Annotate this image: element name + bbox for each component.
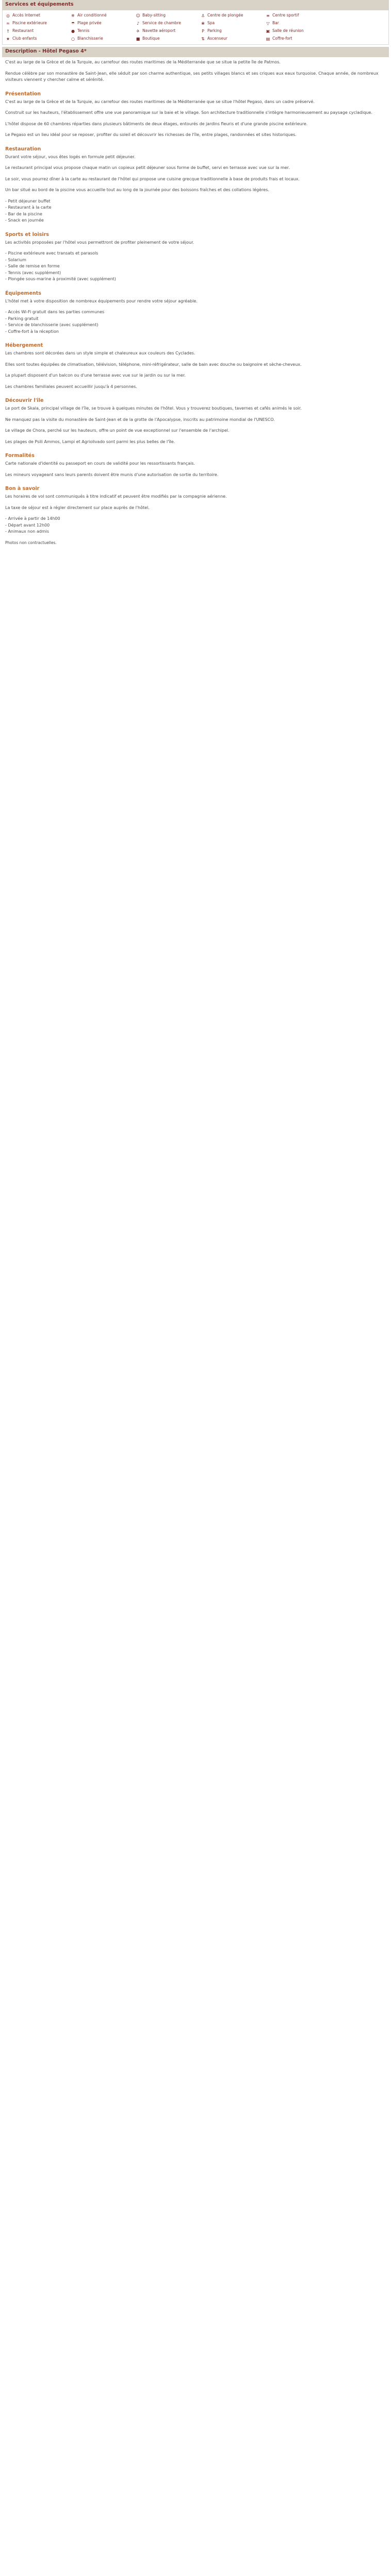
section-heading: Formalités <box>5 453 35 459</box>
list-item-text: Bar de la piscine <box>8 211 42 216</box>
service-item <box>201 36 266 42</box>
service-item <box>6 28 71 35</box>
services-row <box>6 35 385 43</box>
section-list-item <box>5 322 386 329</box>
service-label: Club enfants <box>12 36 37 41</box>
section-paragraph: Les activités proposées par l'hôtel vous permettront de profiter pleinement de votre séjour. <box>5 240 194 245</box>
service-label: Plage privée <box>77 21 102 26</box>
bullet-dash: - <box>5 522 8 528</box>
bullet-dash: - <box>5 316 8 321</box>
section-paragraph: Construit sur les hauteurs, l'établissement offre une vue panoramique sur la baie et le village. Son architecture traditionnelle s'intègre harmonieusement au paysage cycladique. <box>5 110 372 115</box>
section-paragraph: Le village de Chora, perché sur les hauteurs, offre un point de vue exceptionnel sur l'ensemble de l'archipel. <box>5 428 230 433</box>
bullet-dash: - <box>5 198 8 204</box>
section-list-item <box>5 516 386 522</box>
umbrella-icon: ☂ <box>71 21 75 26</box>
section-list-item <box>5 263 386 270</box>
bullet-dash: - <box>5 251 8 256</box>
list-item-text: Service de blanchisserie (avec supplément) <box>8 323 99 327</box>
dumbbell-icon: ≡ <box>266 13 270 18</box>
service-label: Tennis <box>77 28 90 33</box>
section-paragraph: Les horaires de vol sont communiqués à titre indicatif et peuvent être modifiés par la compagnie aérienne. <box>5 494 227 499</box>
services-row <box>6 27 385 35</box>
list-item-text: Snack en journée <box>8 218 44 223</box>
bullet-dash: - <box>5 329 8 334</box>
bullet-dash: - <box>5 205 8 210</box>
services-header <box>2 0 389 10</box>
section-list-item <box>5 270 386 277</box>
service-item <box>6 20 71 27</box>
section-paragraph: Les chambres familiales peuvent accueillir jusqu'à 4 personnes. <box>5 384 137 389</box>
section-list-item <box>5 329 386 335</box>
section-list-item <box>5 250 386 257</box>
service-label: Centre de plongée <box>207 13 243 18</box>
section-list-item <box>5 205 386 211</box>
bullet-dash: - <box>5 270 8 275</box>
section-paragraph: Carte nationale d'identité ou passeport en cours de validité pour les ressortissants français. <box>5 461 196 466</box>
bullet-dash: - <box>5 529 8 534</box>
list-item-text: Petit déjeuner buffet <box>8 198 51 204</box>
service-label: Salle de réunion <box>272 28 304 33</box>
sections <box>5 91 386 535</box>
bullet-dash: - <box>5 257 8 262</box>
service-label: Restaurant <box>12 28 34 33</box>
section-list-item <box>5 257 386 264</box>
list-item-text: Coffre-fort à la réception <box>8 329 59 334</box>
services-row <box>6 12 385 20</box>
section-list-item <box>5 211 386 218</box>
service-label: Spa <box>207 21 215 26</box>
services-title: Services et équipements <box>5 2 74 7</box>
list-item-text: Départ avant 12h00 <box>8 522 50 528</box>
list-item-text: Salle de remise en forme <box>8 264 60 268</box>
intro-paragraph: C'est au large de la Grèce et de la Turquie, au carrefour des routes maritimes de la Méditerranée que se situe la petite île de Patmos. <box>5 60 281 64</box>
service-label: Piscine extérieure <box>12 21 47 26</box>
section-heading: Équipements <box>5 290 41 296</box>
list-item-text: Plongée sous-marine à proximité (avec supplément) <box>8 277 116 281</box>
elevator-icon: ⇅ <box>201 37 205 41</box>
section-list-item <box>5 276 386 283</box>
service-label: Accès Internet <box>12 13 40 18</box>
section-list <box>5 309 386 335</box>
bullet-dash: - <box>5 211 8 216</box>
pool-icon: ≈ <box>6 21 10 26</box>
section-paragraph: Le port de Skala, principal village de l'île, se trouve à quelques minutes de l'hôtel. Vous y trouverez boutiques, tavernes et cafés animés le soir. <box>5 406 302 411</box>
section-list-item <box>5 529 386 535</box>
service-item <box>266 36 331 42</box>
service-item <box>201 28 266 35</box>
section-paragraph: Le restaurant principal vous propose chaque matin un copieux petit déjeuner sous forme de buffet, servi en terrasse avec vue sur la mer. <box>5 165 290 170</box>
list-item-text: Parking gratuit <box>8 316 39 321</box>
section-paragraph: Les mineurs voyageant sans leurs parents doivent être munis d'une autorisation de sortie du territoire. <box>5 472 219 477</box>
service-item <box>266 28 331 35</box>
intro <box>5 59 386 83</box>
list-item-text: Accès Wi-Fi gratuit dans les parties communes <box>8 310 105 314</box>
laundry-icon: ○ <box>71 37 75 41</box>
section-paragraph: Les plages de Psili Ammos, Lampi et Agriolivado sont parmi les plus belles de l'île. <box>5 439 175 444</box>
description-header <box>2 47 389 57</box>
section-paragraph: Elles sont toutes équipées de climatisation, télévision, téléphone, mini-réfrigérateur, salle de bain avec douche ou baignoire et sèche-cheveux. <box>5 362 302 367</box>
service-label: Centre sportif <box>272 13 299 18</box>
baby-icon: ☺ <box>136 13 140 18</box>
service-label: Navette aéroport <box>142 28 176 33</box>
section-paragraph: Un bar situé au bord de la piscine vous accueille tout au long de la journée pour des boissons fraîches et des collations légères. <box>5 188 269 192</box>
tennis-icon: ● <box>71 29 75 33</box>
service-label: Service de chambre <box>142 21 181 26</box>
description-content <box>2 57 389 546</box>
service-item <box>266 12 331 19</box>
service-item <box>71 36 136 42</box>
service-label: Baby-sitting <box>142 13 166 18</box>
section-heading: Découvrir l'île <box>5 398 44 403</box>
section-list-item <box>5 217 386 224</box>
service-label: Blanchisserie <box>77 36 103 41</box>
section-paragraph: L'hôtel met à votre disposition de nombreux équipements pour rendre votre séjour agréable. <box>5 298 198 303</box>
list-item-text: Restaurant à la carte <box>8 205 52 210</box>
section-heading: Sports et loisirs <box>5 231 49 238</box>
description-title: Description - Hôtel Pegaso 4* <box>5 48 87 54</box>
footer-note: Photos non contractuelles. <box>5 540 57 545</box>
list-item-text: Tennis (avec supplément) <box>8 270 61 275</box>
service-label: Coffre-fort <box>272 36 292 41</box>
service-label: Bar <box>272 21 279 26</box>
list-item-text: Animaux non admis <box>8 529 49 534</box>
cocktail-icon: ▽ <box>266 21 270 26</box>
section-list-item <box>5 198 386 205</box>
service-item <box>71 28 136 35</box>
section-paragraph: Le Pegaso est un lieu idéal pour se reposer, profiter du soleil et découvrir les richesses de l'île, entre plages, randonnées et sites historiques. <box>5 132 297 137</box>
section-paragraph: La plupart disposent d'un balcon ou d'une terrasse avec vue sur le jardin ou sur la mer. <box>5 373 186 378</box>
diver-icon: ⚓ <box>201 13 205 18</box>
parking-icon: P <box>202 29 204 33</box>
service-item <box>136 12 201 19</box>
section-list-item <box>5 522 386 529</box>
section-heading: Hébergement <box>5 343 43 348</box>
section-list <box>5 250 386 283</box>
service-item <box>71 12 136 19</box>
service-label: Parking <box>207 28 222 33</box>
service-item <box>136 36 201 42</box>
section-list-item <box>5 316 386 323</box>
service-item <box>201 12 266 19</box>
shuttle-icon: ✈ <box>136 29 140 33</box>
section-paragraph: L'hôtel dispose de 60 chambres réparties dans plusieurs bâtiments de deux étages, entourés de jardins fleuris et d'une grande piscine extérieure. <box>5 121 308 126</box>
bullet-dash: - <box>5 310 8 314</box>
service-item <box>136 28 201 35</box>
bell-icon: ♪ <box>136 21 140 26</box>
section-paragraph: Les chambres sont décorées dans un style simple et chaleureux aux couleurs des Cyclades. <box>5 351 196 355</box>
bullet-dash: - <box>5 277 8 281</box>
section-paragraph: Le soir, vous pourrez dîner à la carte au restaurant de l'hôtel qui propose une cuisine grecque traditionnelle à base de produits frais et locaux. <box>5 176 300 181</box>
list-item-text: Piscine extérieure avec transats et parasols <box>8 251 99 256</box>
section-list <box>5 516 386 535</box>
section-heading: Restauration <box>5 146 41 152</box>
section-paragraph: C'est au large de la Grèce et de la Turquie, au carrefour des routes maritimes de la Méditerranée que se situe l'hôtel Pegaso, dans un cadre préservé. <box>5 99 315 104</box>
shop-icon: ■ <box>136 37 140 41</box>
list-item-text: Solarium <box>8 257 26 262</box>
section-paragraph: La taxe de séjour est à régler directement sur place auprès de l'hôtel. <box>5 505 150 510</box>
service-item <box>71 20 136 27</box>
bullet-dash: - <box>5 323 8 327</box>
list-item-text: Arrivée à partir de 14h00 <box>8 516 60 521</box>
section-list-item <box>5 309 386 316</box>
kids-icon: ★ <box>6 37 10 41</box>
services-grid <box>2 10 389 45</box>
spa-icon: ❀ <box>201 21 205 26</box>
safe-icon: ▤ <box>266 37 270 41</box>
intro-paragraph: Rendue célèbre par son monastère de Saint-Jean, elle séduit par son charme authentique, ses petits villages blancs et ses criques aux eaux turquoise. Chaque année, de nombreux visiteurs viennent y chercher calme et sérénité. <box>5 71 379 82</box>
section-heading: Présentation <box>5 91 41 97</box>
snowflake-icon: ❄ <box>71 13 75 18</box>
section-heading: Bon à savoir <box>5 486 40 492</box>
bullet-dash: - <box>5 218 8 223</box>
section-list <box>5 198 386 224</box>
service-item <box>6 36 71 42</box>
service-label: Air conditionné <box>77 13 107 18</box>
service-item <box>136 20 201 27</box>
bullet-dash: - <box>5 264 8 268</box>
service-item <box>6 12 71 19</box>
fork-knife-icon: † <box>7 29 9 33</box>
service-label: Boutique <box>142 36 160 41</box>
section-paragraph: Durant votre séjour, vous êtes logés en formule petit déjeuner. <box>5 154 136 159</box>
service-label: Ascenseur <box>207 36 227 41</box>
service-item <box>201 20 266 27</box>
bullet-dash: - <box>5 516 8 521</box>
section-paragraph: Ne manquez pas la visite du monastère de Saint-Jean et de la grotte de l'Apocalypse, inscrits au patrimoine mondial de l'UNESCO. <box>5 417 275 422</box>
service-item <box>266 20 331 27</box>
wifi-icon: ◎ <box>6 13 10 18</box>
meeting-icon: ▣ <box>266 29 270 33</box>
services-row <box>6 20 385 27</box>
